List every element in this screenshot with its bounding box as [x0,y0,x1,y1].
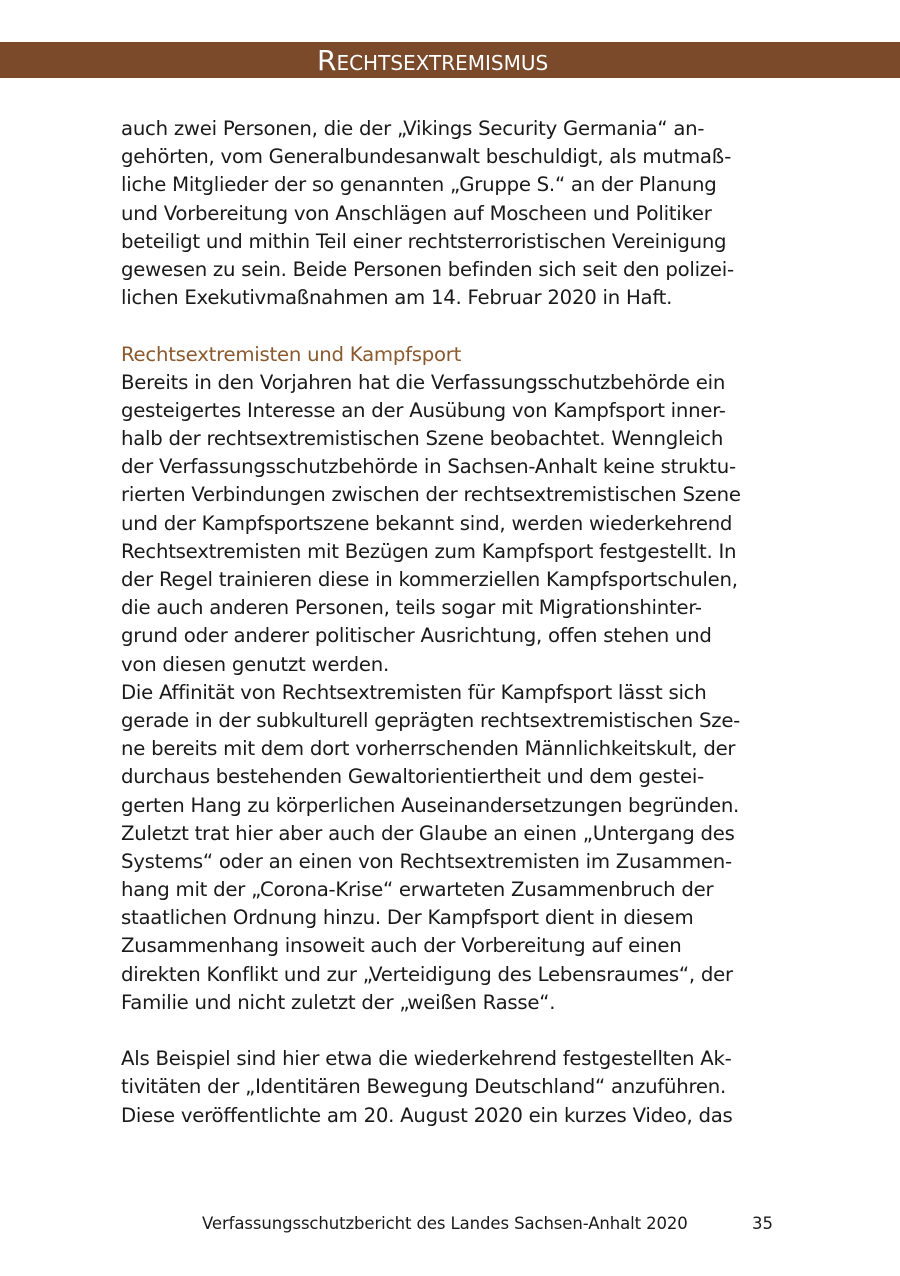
text-line: staatlichen Ordnung hinzu. Der Kampfsport dient in diesem [121,906,694,930]
text-line: auch zwei Personen, die der „Vikings Security Germania“ an- [121,117,705,140]
text-line: die auch anderen Personen, teils sogar mit Migrationshinter- [121,596,702,620]
paragraph-2 [121,369,781,679]
footer-publication: Verfassungsschutzbericht des Landes Sachsen-Anhalt 2020 [202,1214,688,1233]
text-line: Als Beispiel sind hier etwa die wiederkehrend festgestellten Ak- [121,1047,732,1071]
section-heading: Rechtsextremisten und Kampfsport [121,342,462,366]
text-line: rierten Verbindungen zwischen der rechtsextremistischen Szene [121,483,741,507]
text-line: Zusammenhang insoweit auch der Vorbereitung auf einen [121,934,682,958]
text-line: Bereits in den Vorjahren hat die Verfassungsschutzbehörde ein [121,370,726,394]
chapter-header-bar [0,42,900,78]
text-line: Familie und nicht zuletzt der „weißen Rasse“. [121,990,556,1014]
paragraph-1 [121,115,781,312]
text-line: Zuletzt trat hier aber auch der Glaube an einen „Untergang des [121,821,735,845]
text-line: ne bereits mit dem dort vorherrschenden Männlichkeitskult, der [121,737,736,761]
text-line: gehörten, vom Generalbundesanwalt beschuldigt, als mutmaß- [121,145,732,169]
text-line: lichen Exekutivmaßnahmen am 14. Februar 2020 in Haft. [121,286,673,310]
text-line: gerten Hang zu körperlichen Auseinandersetzungen begründen. [121,793,740,817]
text-line: halb der rechtsextremistischen Szene beobachtet. Wenngleich [121,427,724,451]
text-line: Die Affinität von Rechtsextremisten für Kampfsport lässt sich [121,680,707,704]
text-line: und der Kampfsportszene bekannt sind, werden wiederkehrend [121,511,733,535]
paragraph-4 [121,1045,781,1130]
text-line: gerade in der subkulturell geprägten rechtsextremistischen Sze- [121,708,741,732]
page-number: 35 [752,1214,773,1233]
text-line: direkten Konflikt und zur „Verteidigung des Lebensraumes“, der [121,962,733,986]
text-line: Rechtsextremisten mit Bezügen zum Kampfsport festgestellt. In [121,539,737,563]
text-line: tivitäten der „Identitären Bewegung Deutschland“ anzuführen. [121,1075,726,1099]
chapter-title: Rechtsextremismus [317,44,549,77]
text-line: und Vorbereitung von Anschlägen auf Moscheen und Politiker [121,201,712,225]
paragraph-3 [121,679,781,1017]
page-body [121,115,781,1130]
text-line: von diesen genutzt werden. [121,652,390,676]
text-line: Diese veröffentlichte am 20. August 2020 ein kurzes Video, das [121,1103,733,1127]
text-line: hang mit der „Corona-Krise“ erwarteten Zusammenbruch der [121,878,714,902]
text-line: der Regel trainieren diese in kommerziellen Kampfsportschulen, [121,568,738,591]
paragraph-gap [121,1017,781,1045]
text-line: beteiligt und mithin Teil einer rechtsterroristischen Vereinigung [121,229,727,253]
paragraph-gap [121,312,781,340]
text-line: liche Mitglieder der so genannten „Gruppe S.“ an der Planung [121,173,717,197]
text-line: grund oder anderer politischer Ausrichtung, offen stehen und [121,624,712,648]
text-line: gewesen zu sein. Beide Personen befinden sich seit den polizei- [121,257,734,281]
text-line: der Verfassungsschutzbehörde in Sachsen-Anhalt keine struktu- [121,455,736,479]
text-line: gesteigertes Interesse an der Ausübung von Kampfsport inner- [121,398,726,422]
text-line: Systems“ oder an einen von Rechtsextremisten im Zusammen- [121,849,732,873]
text-line: durchaus bestehenden Gewaltorientiertheit und dem gestei- [121,765,704,789]
